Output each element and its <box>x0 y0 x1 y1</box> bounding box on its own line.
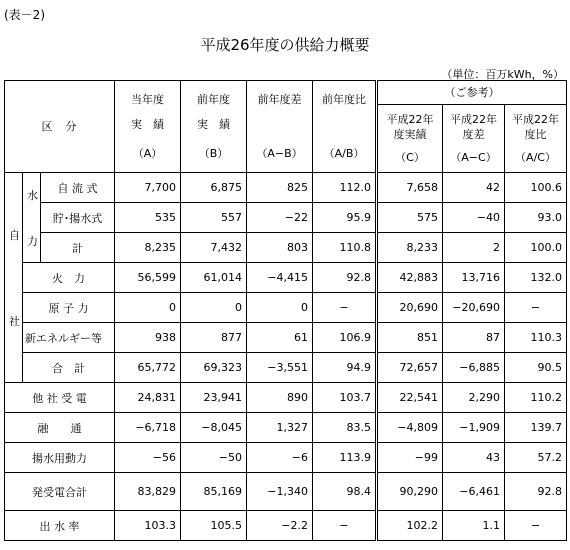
cell-c: 20,690 <box>377 293 443 323</box>
cell-b: 105.5 <box>181 511 247 541</box>
cell-ratio: − <box>313 293 377 323</box>
cell-ac: −6,885 <box>443 353 505 383</box>
cell-ac: 87 <box>443 323 505 353</box>
cell-ac: −20,690 <box>443 293 505 323</box>
cell-diff: 1,327 <box>247 413 313 443</box>
side-label-ryoku: 力 <box>27 234 38 248</box>
cell-ratio: 110.8 <box>313 233 377 263</box>
cell-diff: −22 <box>247 203 313 233</box>
header-col-a-2: 実 績 <box>131 118 164 131</box>
cell-c: 90,290 <box>377 473 443 511</box>
cell-ratio: 92.8 <box>313 263 377 293</box>
cell-diff: −6 <box>247 443 313 473</box>
header-col-ac-3: （A−C） <box>450 151 497 164</box>
unit-note: （単位：百万kWh，%） <box>441 68 564 81</box>
header-col-b-2: 実 績 <box>197 118 230 131</box>
header-col-ac <box>443 105 505 173</box>
side-label-sha: 社 <box>9 314 20 328</box>
table-row <box>5 511 567 541</box>
cell-ac: −40 <box>443 203 505 233</box>
cell-c: 851 <box>377 323 443 353</box>
cell-ac: 1.1 <box>443 511 505 541</box>
table-row <box>5 473 567 511</box>
cell-c: 7,658 <box>377 173 443 203</box>
supply-table <box>4 80 567 541</box>
cell-b: 61,014 <box>181 263 247 293</box>
cell-diff: −2.2 <box>247 511 313 541</box>
cell-a: 7,700 <box>115 173 181 203</box>
header-reference: （ご参考） <box>377 81 567 105</box>
cell-diff: 0 <box>247 293 313 323</box>
cell-ac: −1,909 <box>443 413 505 443</box>
cell-acr: 139.7 <box>505 413 567 443</box>
table-row <box>5 383 567 413</box>
cell-diff: 803 <box>247 233 313 263</box>
header-col-b <box>181 81 247 173</box>
table-row <box>5 263 567 293</box>
header-col-diff-3: （A−B） <box>256 147 303 160</box>
cell-a: 65,772 <box>115 353 181 383</box>
row-label: 揚水用動力 <box>5 443 115 473</box>
cell-a: 535 <box>115 203 181 233</box>
page-title: 平成26年度の供給力概要 <box>200 36 370 54</box>
table-caption: (表－2) <box>4 8 45 22</box>
header-col-ratio <box>313 81 377 173</box>
header-col-c-2: 度実績 <box>393 128 427 141</box>
cell-acr: 93.0 <box>505 203 567 233</box>
cell-a: 103.3 <box>115 511 181 541</box>
cell-b: 6,875 <box>181 173 247 203</box>
cell-ratio: 113.9 <box>313 443 377 473</box>
row-label: 融 通 <box>5 413 115 443</box>
cell-c: −99 <box>377 443 443 473</box>
cell-c: 72,657 <box>377 353 443 383</box>
cell-ac: −6,461 <box>443 473 505 511</box>
cell-diff: 890 <box>247 383 313 413</box>
cell-acr: − <box>505 511 567 541</box>
side-label-suiryoku <box>23 173 41 263</box>
cell-c: 102.2 <box>377 511 443 541</box>
header-col-c-3: （C） <box>395 151 425 164</box>
side-label-ji: 自 <box>9 228 20 242</box>
cell-b: 23,941 <box>181 383 247 413</box>
header-col-diff <box>247 81 313 173</box>
cell-ratio: 98.4 <box>313 473 377 511</box>
header-col-c-1: 平成22年 <box>386 113 434 126</box>
cell-ac: 13,716 <box>443 263 505 293</box>
cell-b: 877 <box>181 323 247 353</box>
cell-c: −4,809 <box>377 413 443 443</box>
cell-acr: 92.8 <box>505 473 567 511</box>
cell-acr: 57.2 <box>505 443 567 473</box>
cell-a: −56 <box>115 443 181 473</box>
header-row-1 <box>5 81 567 105</box>
cell-acr: − <box>505 293 567 323</box>
cell-c: 575 <box>377 203 443 233</box>
table-row <box>5 323 567 353</box>
table-row <box>5 173 567 203</box>
cell-acr: 110.3 <box>505 323 567 353</box>
cell-b: 0 <box>181 293 247 323</box>
header-col-acr-2: 度比 <box>524 128 547 141</box>
cell-ratio: 103.7 <box>313 383 377 413</box>
cell-ac: 43 <box>443 443 505 473</box>
cell-a: 56,599 <box>115 263 181 293</box>
table-row <box>5 413 567 443</box>
side-label-jisha <box>5 173 23 383</box>
row-label: 出 水 率 <box>5 511 115 541</box>
cell-ac: 2 <box>443 233 505 263</box>
cell-ratio: 112.0 <box>313 173 377 203</box>
header-col-a <box>115 81 181 173</box>
row-label: 計 <box>41 233 115 263</box>
cell-ac: 42 <box>443 173 505 203</box>
header-col-b-3: （B） <box>198 147 229 160</box>
table-row <box>5 353 567 383</box>
table-row <box>5 443 567 473</box>
row-label: 火 力 <box>23 263 115 293</box>
cell-ratio: 95.9 <box>313 203 377 233</box>
cell-diff: −3,551 <box>247 353 313 383</box>
cell-b: 557 <box>181 203 247 233</box>
row-label: 発受電合計 <box>5 473 115 511</box>
header-col-b-1: 前年度 <box>197 93 230 106</box>
table-row <box>5 293 567 323</box>
cell-acr: 132.0 <box>505 263 567 293</box>
row-label: 新エネルギー等 <box>23 323 115 353</box>
cell-acr: 100.6 <box>505 173 567 203</box>
cell-b: 7,432 <box>181 233 247 263</box>
table-row <box>5 233 567 263</box>
cell-a: 83,829 <box>115 473 181 511</box>
header-kubun: 区 分 <box>5 81 115 173</box>
header-col-acr <box>505 105 567 173</box>
cell-a: 8,235 <box>115 233 181 263</box>
cell-ratio: − <box>313 511 377 541</box>
cell-acr: 90.5 <box>505 353 567 383</box>
cell-acr: 100.0 <box>505 233 567 263</box>
cell-a: 24,831 <box>115 383 181 413</box>
header-col-acr-3: （A/C） <box>515 151 556 164</box>
cell-c: 42,883 <box>377 263 443 293</box>
header-col-ac-2: 度差 <box>462 128 485 141</box>
header-col-a-3: （A） <box>132 147 163 160</box>
header-col-ratio-3: （A/B） <box>323 147 365 160</box>
cell-diff: −1,340 <box>247 473 313 511</box>
cell-a: 0 <box>115 293 181 323</box>
header-col-acr-1: 平成22年 <box>512 113 560 126</box>
row-label: 原 子 力 <box>23 293 115 323</box>
row-label: 合 計 <box>23 353 115 383</box>
side-label-sui: 水 <box>27 188 38 202</box>
cell-diff: −4,415 <box>247 263 313 293</box>
cell-acr: 110.2 <box>505 383 567 413</box>
header-col-a-1: 当年度 <box>131 93 164 106</box>
row-label: 貯･揚水式 <box>41 203 115 233</box>
cell-diff: 825 <box>247 173 313 203</box>
cell-diff: 61 <box>247 323 313 353</box>
cell-b: 69,323 <box>181 353 247 383</box>
cell-a: −6,718 <box>115 413 181 443</box>
cell-ratio: 106.9 <box>313 323 377 353</box>
cell-a: 938 <box>115 323 181 353</box>
cell-b: −8,045 <box>181 413 247 443</box>
header-col-ratio-1: 前年度比 <box>322 93 366 106</box>
cell-ratio: 83.5 <box>313 413 377 443</box>
cell-b: 85,169 <box>181 473 247 511</box>
header-col-ac-1: 平成22年 <box>450 113 497 126</box>
cell-b: −50 <box>181 443 247 473</box>
cell-ac: 2,290 <box>443 383 505 413</box>
row-label: 自 流 式 <box>41 173 115 203</box>
header-col-c <box>377 105 443 173</box>
table-row <box>5 203 567 233</box>
cell-c: 22,541 <box>377 383 443 413</box>
cell-ratio: 94.9 <box>313 353 377 383</box>
cell-c: 8,233 <box>377 233 443 263</box>
header-col-diff-1: 前年度差 <box>257 93 302 106</box>
row-label: 他 社 受 電 <box>5 383 115 413</box>
